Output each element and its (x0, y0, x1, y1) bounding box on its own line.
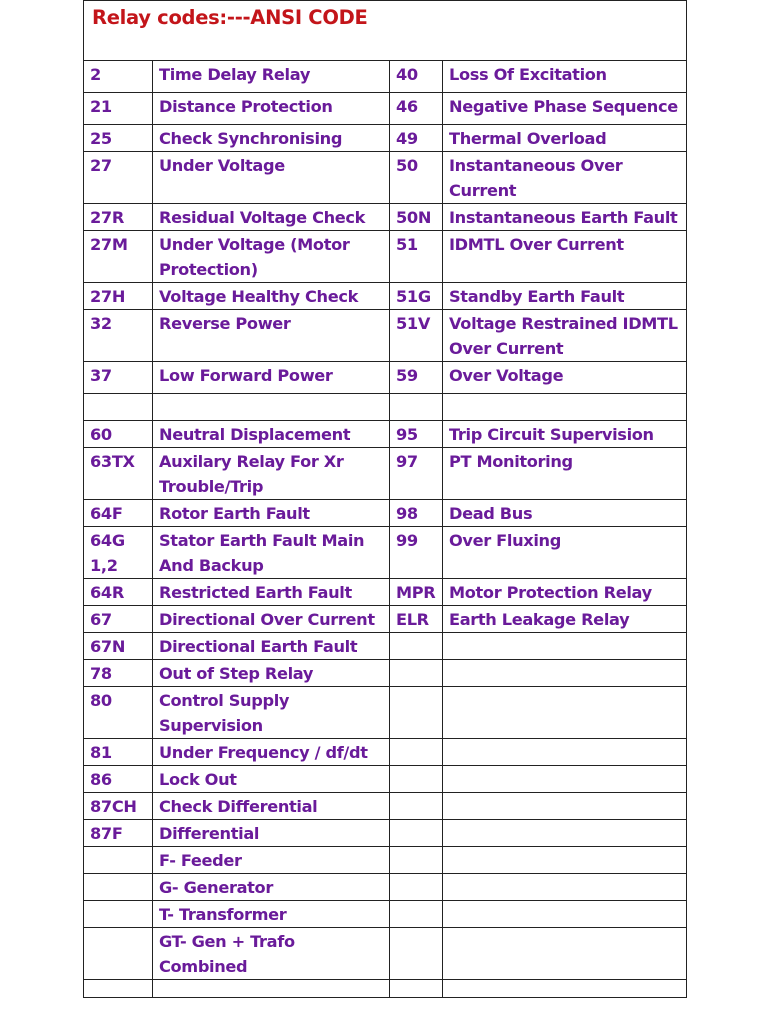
relay-description-cell (443, 980, 687, 998)
relay-code-cell: 86 (84, 766, 153, 793)
relay-code-cell: 40 (390, 61, 443, 93)
relay-code-cell (390, 766, 443, 793)
relay-description-cell: Standby Earth Fault (443, 283, 687, 310)
relay-description-cell: Residual Voltage Check (153, 204, 390, 231)
table-row (84, 901, 687, 928)
relay-description-cell (443, 739, 687, 766)
relay-code-cell: 37 (84, 362, 153, 394)
relay-codes-sheet (83, 0, 686, 998)
relay-code-cell (390, 739, 443, 766)
table-row (84, 660, 687, 687)
table-row (84, 820, 687, 847)
relay-code-cell (390, 820, 443, 847)
relay-description-cell: Stator Earth Fault Main And Backup (153, 527, 390, 579)
relay-code-cell (84, 847, 153, 874)
table-row (84, 687, 687, 739)
relay-description-cell (443, 687, 687, 739)
relay-code-cell: 98 (390, 500, 443, 527)
relay-description-cell: Time Delay Relay (153, 61, 390, 93)
relay-code-cell (390, 793, 443, 820)
relay-code-cell: 64F (84, 500, 153, 527)
relay-description-cell (443, 847, 687, 874)
relay-description-cell: Motor Protection Relay (443, 579, 687, 606)
relay-description-cell (443, 766, 687, 793)
relay-description-cell (443, 928, 687, 980)
relay-code-cell: 51V (390, 310, 443, 362)
relay-description-cell: Under Voltage (Motor Protection) (153, 231, 390, 283)
relay-description-cell: GT- Gen + Trafo Combined (153, 928, 390, 980)
relay-codes-table (83, 0, 687, 998)
table-row (84, 93, 687, 125)
relay-code-cell: MPR (390, 579, 443, 606)
relay-code-cell (390, 687, 443, 739)
relay-code-cell: 46 (390, 93, 443, 125)
relay-description-cell: Negative Phase Sequence (443, 93, 687, 125)
relay-code-cell: 49 (390, 125, 443, 152)
relay-code-cell: 27 (84, 152, 153, 204)
relay-description-cell: Earth Leakage Relay (443, 606, 687, 633)
relay-code-cell: 95 (390, 421, 443, 448)
relay-description-cell: Under Voltage (153, 152, 390, 204)
relay-description-cell: Trip Circuit Supervision (443, 421, 687, 448)
relay-code-cell: 81 (84, 739, 153, 766)
table-row (84, 500, 687, 527)
relay-code-cell: 51G (390, 283, 443, 310)
relay-description-cell (443, 793, 687, 820)
table-row (84, 394, 687, 421)
relay-code-cell (390, 901, 443, 928)
relay-code-cell (390, 394, 443, 421)
relay-code-cell: 99 (390, 527, 443, 579)
table-row (84, 793, 687, 820)
relay-description-cell (443, 820, 687, 847)
relay-description-cell: Loss Of Excitation (443, 61, 687, 93)
relay-code-cell: 27M (84, 231, 153, 283)
relay-code-cell (390, 633, 443, 660)
relay-code-cell: 67 (84, 606, 153, 633)
relay-description-cell: Instantaneous Earth Fault (443, 204, 687, 231)
relay-description-cell (443, 660, 687, 687)
relay-code-cell (84, 980, 153, 998)
relay-description-cell: Thermal Overload (443, 125, 687, 152)
relay-description-cell: Voltage Restrained IDMTL Over Current (443, 310, 687, 362)
relay-description-cell: F- Feeder (153, 847, 390, 874)
relay-code-cell (84, 874, 153, 901)
relay-description-cell: IDMTL Over Current (443, 231, 687, 283)
relay-code-cell: 67N (84, 633, 153, 660)
table-row (84, 362, 687, 394)
relay-code-cell: 87CH (84, 793, 153, 820)
table-row (84, 283, 687, 310)
relay-code-cell (390, 847, 443, 874)
relay-code-cell: 27H (84, 283, 153, 310)
relay-code-cell: 21 (84, 93, 153, 125)
relay-description-cell: Over Voltage (443, 362, 687, 394)
relay-code-cell: 59 (390, 362, 443, 394)
relay-description-cell: Reverse Power (153, 310, 390, 362)
relay-code-cell (390, 928, 443, 980)
table-row (84, 231, 687, 283)
page-title: Relay codes:---ANSI CODE (84, 1, 687, 61)
relay-description-cell (443, 901, 687, 928)
table-row (84, 579, 687, 606)
relay-code-cell: 2 (84, 61, 153, 93)
table-row (84, 152, 687, 204)
table-row (84, 980, 687, 998)
relay-description-cell: PT Monitoring (443, 448, 687, 500)
relay-description-cell: Out of Step Relay (153, 660, 390, 687)
relay-description-cell: Voltage Healthy Check (153, 283, 390, 310)
relay-description-cell: Instantaneous Over Current (443, 152, 687, 204)
relay-description-cell: Low Forward Power (153, 362, 390, 394)
table-row (84, 739, 687, 766)
table-row (84, 874, 687, 901)
relay-description-cell: Under Frequency / df/dt (153, 739, 390, 766)
relay-description-cell: Differential (153, 820, 390, 847)
table-row (84, 448, 687, 500)
relay-description-cell: G- Generator (153, 874, 390, 901)
relay-description-cell: Restricted Earth Fault (153, 579, 390, 606)
relay-code-cell: 80 (84, 687, 153, 739)
relay-code-cell: 78 (84, 660, 153, 687)
relay-description-cell: Neutral Displacement (153, 421, 390, 448)
relay-code-cell: 51 (390, 231, 443, 283)
table-row (84, 928, 687, 980)
relay-code-cell (390, 874, 443, 901)
relay-code-cell: 27R (84, 204, 153, 231)
relay-code-cell: 50N (390, 204, 443, 231)
relay-description-cell: Check Differential (153, 793, 390, 820)
relay-code-cell: 87F (84, 820, 153, 847)
relay-description-cell (153, 980, 390, 998)
relay-description-cell: Over Fluxing (443, 527, 687, 579)
table-row (84, 606, 687, 633)
relay-description-cell: T- Transformer (153, 901, 390, 928)
relay-code-cell: 32 (84, 310, 153, 362)
relay-code-cell (84, 394, 153, 421)
table-row (84, 847, 687, 874)
relay-description-cell (443, 874, 687, 901)
relay-code-cell (390, 660, 443, 687)
relay-code-cell: 60 (84, 421, 153, 448)
relay-description-cell (443, 633, 687, 660)
relay-description-cell: Auxilary Relay For Xr Trouble/Trip (153, 448, 390, 500)
relay-description-cell: Control Supply Supervision (153, 687, 390, 739)
relay-code-cell: 64R (84, 579, 153, 606)
relay-code-cell: ELR (390, 606, 443, 633)
relay-description-cell (153, 394, 390, 421)
relay-code-cell: 50 (390, 152, 443, 204)
relay-description-cell: Distance Protection (153, 93, 390, 125)
table-row (84, 310, 687, 362)
relay-description-cell: Dead Bus (443, 500, 687, 527)
relay-description-cell: Directional Earth Fault (153, 633, 390, 660)
title-row (84, 1, 687, 61)
table-row (84, 527, 687, 579)
table-row (84, 766, 687, 793)
relay-code-cell (84, 901, 153, 928)
relay-description-cell: Rotor Earth Fault (153, 500, 390, 527)
table-row (84, 204, 687, 231)
relay-description-cell: Check Synchronising (153, 125, 390, 152)
relay-code-cell: 25 (84, 125, 153, 152)
table-row (84, 421, 687, 448)
relay-code-cell: 64G 1,2 (84, 527, 153, 579)
relay-code-cell: 97 (390, 448, 443, 500)
table-row (84, 633, 687, 660)
table-row (84, 61, 687, 93)
relay-description-cell: Directional Over Current (153, 606, 390, 633)
relay-description-cell: Lock Out (153, 766, 390, 793)
relay-code-cell: 63TX (84, 448, 153, 500)
relay-code-cell (390, 980, 443, 998)
table-row (84, 125, 687, 152)
relay-code-cell (84, 928, 153, 980)
relay-description-cell (443, 394, 687, 421)
